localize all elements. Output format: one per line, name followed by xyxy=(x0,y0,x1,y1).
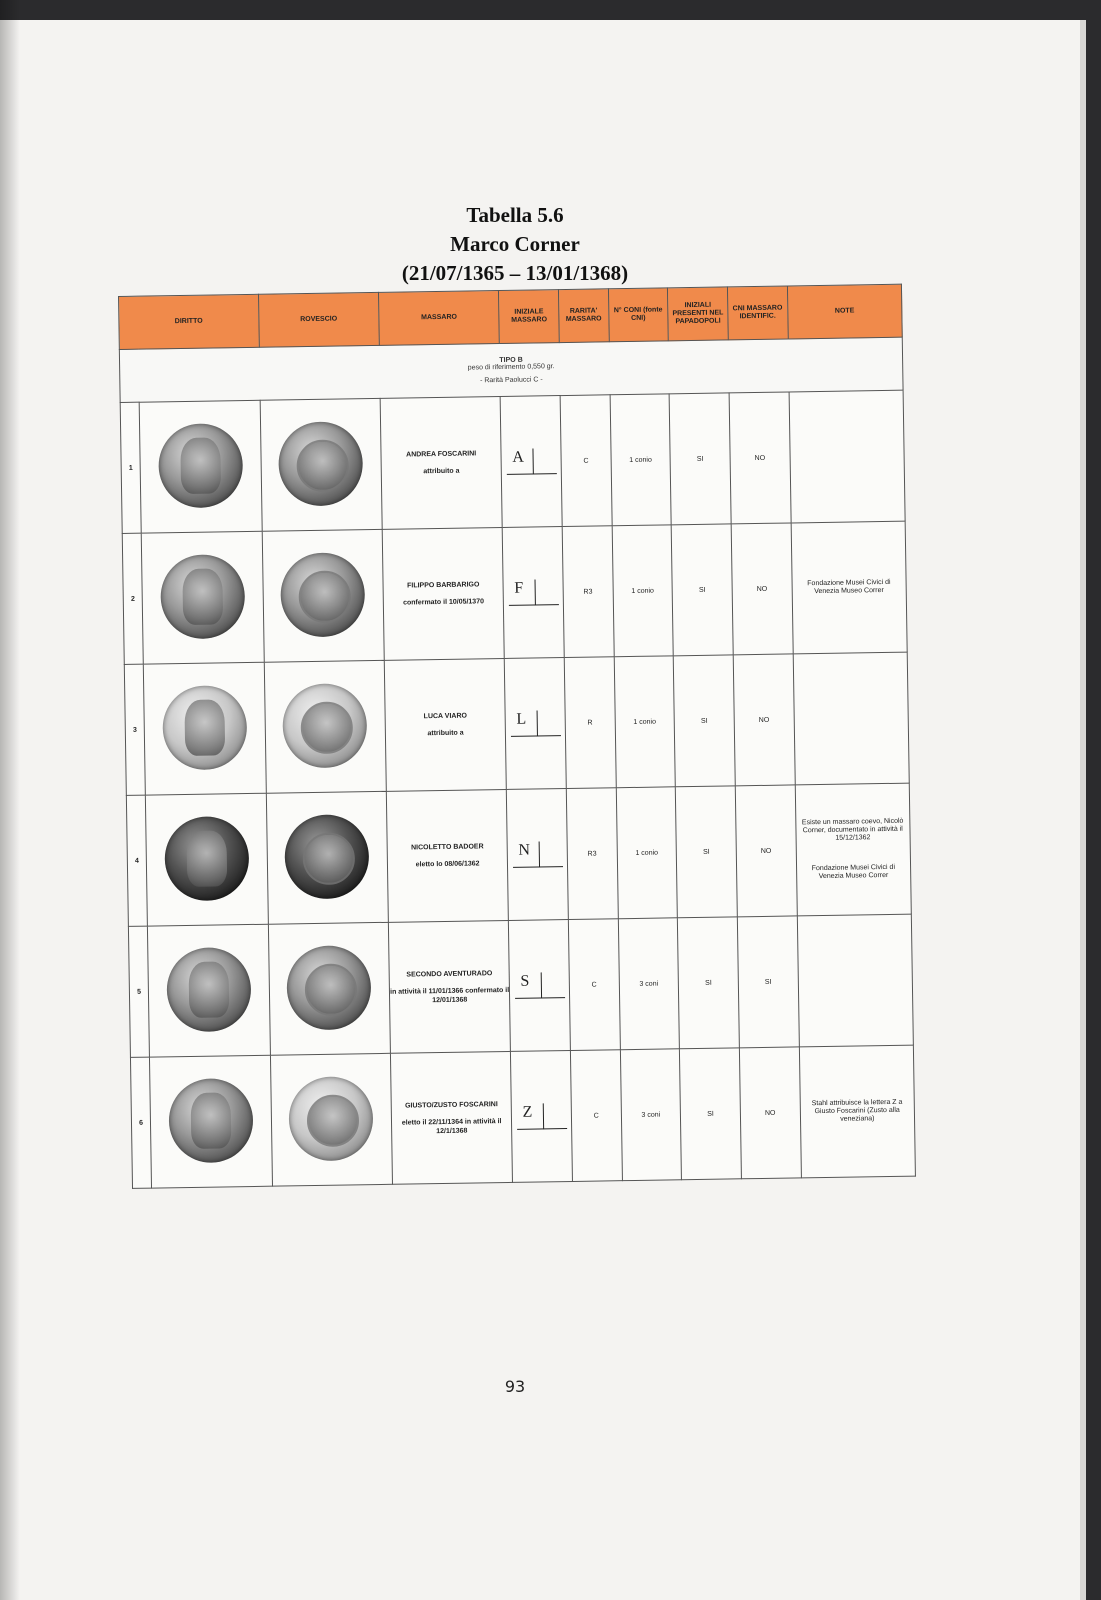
cni-cell: SI xyxy=(737,916,799,1048)
reverse-cell xyxy=(266,791,388,924)
massaro-name: FILIPPO BARBARIGO xyxy=(407,581,480,590)
note-cell xyxy=(795,783,911,916)
cni-cell: NO xyxy=(729,392,791,524)
note-cell xyxy=(793,652,909,785)
cni-cell: NO xyxy=(735,785,797,917)
note-cell xyxy=(799,1045,915,1178)
table-row xyxy=(122,521,907,664)
header-rovescio: ROVESCIO xyxy=(258,292,379,347)
initial-letter: N xyxy=(512,841,562,868)
massaro-note: eletto lo 08/06/1362 xyxy=(415,860,480,869)
coin-table xyxy=(118,284,916,1189)
obverse-cell xyxy=(146,793,268,926)
papadopoli-cell: SI xyxy=(678,917,740,1049)
massaro-note: attribuito a xyxy=(423,467,460,476)
massaro-name: LUCA VIARO xyxy=(423,712,467,721)
papadopoli-cell: SI xyxy=(671,524,733,656)
header-diritto: DIRITTO xyxy=(119,294,259,349)
rarity-cell: C xyxy=(570,1050,622,1182)
reverse-cell xyxy=(270,1053,392,1186)
massaro-note: in attività il 11/01/1366 confermato il 12/01/1368 xyxy=(390,986,510,1004)
reverse-cell xyxy=(268,922,390,1055)
tipo-label: TIPO B xyxy=(499,356,523,364)
coin-reverse-image xyxy=(287,945,372,1030)
coin-obverse-image xyxy=(168,1078,253,1163)
coin-obverse-image xyxy=(160,554,245,639)
coin-obverse-image xyxy=(166,947,251,1032)
tipo-rarity: - Rarità Paolucci C - xyxy=(479,375,543,384)
coin-obverse-image xyxy=(158,423,243,508)
row-number: 5 xyxy=(128,926,149,1057)
cni-cell: NO xyxy=(739,1047,801,1179)
cni-cell: NO xyxy=(733,654,795,786)
initial-cell xyxy=(509,920,571,1052)
coin-reverse-image xyxy=(282,683,367,768)
obverse-cell xyxy=(139,400,261,533)
tipo-weight: peso di riferimento 0,550 gr. xyxy=(467,362,555,372)
dies-cell: 1 conio xyxy=(616,787,678,919)
dies-cell: 1 conio xyxy=(614,656,676,788)
massaro-name: ANDREA FOSCARINI xyxy=(406,450,477,459)
row-number: 2 xyxy=(122,533,143,664)
note-text-secondary: Fondazione Musei Civici di Venezia Museo Correr xyxy=(811,863,896,881)
header-note: NOTE xyxy=(787,284,902,339)
row-number: 3 xyxy=(124,664,145,795)
rarity-cell: C xyxy=(568,919,620,1051)
note-spacer xyxy=(800,842,906,866)
initial-letter: S xyxy=(514,972,564,999)
table-row xyxy=(130,1045,915,1188)
massaro-cell xyxy=(390,1051,512,1184)
coin-reverse-image xyxy=(280,552,365,637)
papadopoli-cell: SI xyxy=(680,1048,742,1180)
reverse-cell xyxy=(262,529,384,662)
reverse-cell xyxy=(264,660,386,793)
table-date-range: (21/07/1365 – 13/01/1368) xyxy=(401,261,629,285)
coin-obverse-image xyxy=(162,685,247,770)
massaro-note: eletto il 22/11/1364 in attività il 12/1/1368 xyxy=(401,1117,502,1135)
row-number: 6 xyxy=(130,1057,151,1188)
obverse-cell xyxy=(144,662,266,795)
coin-obverse-image xyxy=(164,816,249,901)
reverse-cell xyxy=(260,398,382,531)
massaro-cell xyxy=(380,397,502,530)
header-iniziale: INIZIALE MASSARO xyxy=(499,290,559,344)
initial-cell xyxy=(500,396,562,528)
massaro-name: GIUSTO/ZUSTO FOSCARINI xyxy=(404,1100,498,1110)
massaro-note: attribuito a xyxy=(427,729,464,738)
dies-cell: 1 conio xyxy=(610,394,672,526)
table-row xyxy=(128,914,913,1057)
obverse-cell xyxy=(141,531,263,664)
rarity-cell: R xyxy=(564,657,616,789)
coin-reverse-image xyxy=(289,1076,374,1161)
header-coni: N° CONI (fonte CNI) xyxy=(608,288,668,342)
initial-cell xyxy=(507,789,569,921)
initial-cell xyxy=(505,658,567,790)
papadopoli-cell: SI xyxy=(673,655,735,787)
initial-letter: F xyxy=(508,579,558,606)
rarity-cell: C xyxy=(560,395,612,527)
table-title: Tabella 5.6 xyxy=(466,203,564,227)
note-text: Fondazione Musei Civici di Venezia Museo Correr xyxy=(807,578,891,596)
papadopoli-cell: SI xyxy=(669,393,731,525)
initial-letter: Z xyxy=(516,1103,566,1130)
massaro-cell xyxy=(382,527,504,660)
massaro-cell xyxy=(388,920,510,1053)
header-cni-ident: CNI MASSARO IDENTIFIC. xyxy=(727,286,787,340)
initial-letter: A xyxy=(506,448,556,475)
initial-letter: L xyxy=(510,710,560,737)
coin-reverse-image xyxy=(278,421,363,506)
table-subtitle: Marco Corner xyxy=(450,232,580,256)
coin-reverse-image xyxy=(284,814,369,899)
massaro-name: NICOLETTO BADOER xyxy=(410,843,484,852)
cni-cell: NO xyxy=(731,523,793,655)
table-row xyxy=(126,783,911,926)
header-iniziali-papadopoli: INIZIALI PRESENTI NEL PAPADOPOLI xyxy=(668,287,728,341)
initial-cell xyxy=(511,1050,573,1182)
massaro-name: SECONDO AVENTURADO xyxy=(406,969,493,979)
note-cell xyxy=(797,914,913,1047)
table-row xyxy=(120,390,905,533)
massaro-cell xyxy=(384,658,506,791)
header-rarita: RARITA' MASSARO xyxy=(558,289,608,343)
table-row xyxy=(124,652,909,795)
obverse-cell xyxy=(150,1055,272,1188)
row-number: 1 xyxy=(120,402,141,533)
massaro-note: confermato il 10/05/1370 xyxy=(402,598,485,607)
note-cell xyxy=(791,521,907,654)
initial-cell xyxy=(503,527,565,659)
rarity-cell: R3 xyxy=(562,526,614,658)
dies-cell: 1 conio xyxy=(612,525,674,657)
header-massaro: MASSARO xyxy=(378,291,499,346)
obverse-cell xyxy=(148,924,270,1057)
page-number: 93 xyxy=(504,1377,526,1396)
note-text: Stahl attribuisce la lettera Z a Giusto Foscarini (Zusto alla veneziana) xyxy=(811,1098,903,1123)
dies-cell: 3 coni xyxy=(620,1049,682,1181)
dies-cell: 3 coni xyxy=(618,918,680,1050)
massaro-cell xyxy=(386,789,508,922)
row-number: 4 xyxy=(126,795,147,926)
note-cell xyxy=(789,390,905,523)
note-text: Esiste un massaro coevo, Nicolò Corner, documentato in attività il 15/12/1362 xyxy=(801,817,904,842)
papadopoli-cell: SI xyxy=(676,786,738,918)
rarity-cell: R3 xyxy=(566,788,618,920)
